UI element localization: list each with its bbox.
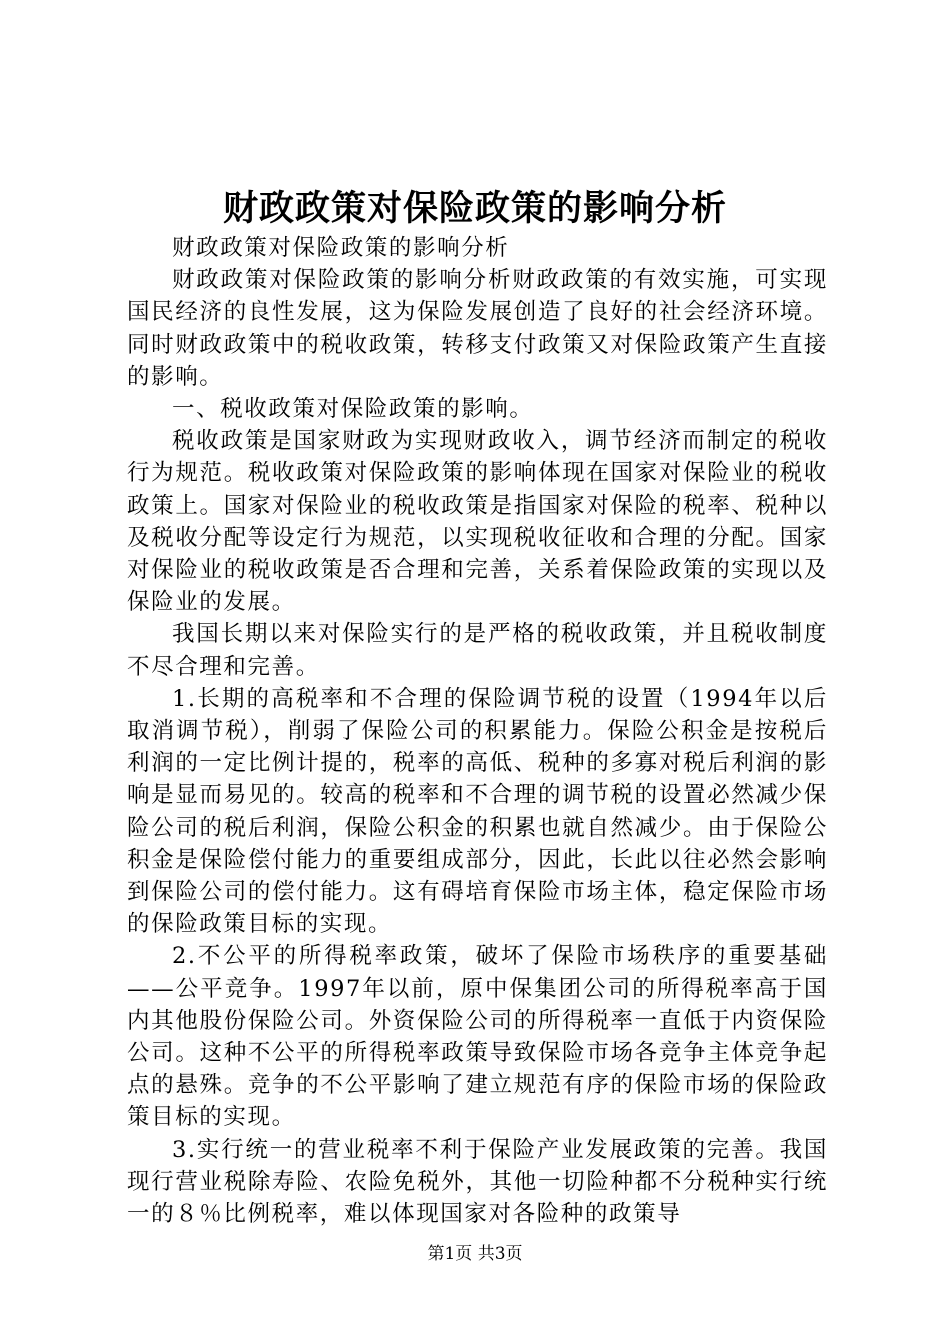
paragraph-point-3: 3.实行统一的营业税率不利于保险产业发展政策的完善。我国现行营业税除寿险、农险免税外，其他一切险种都不分税种实行统一的８％比例税率，难以体现国家对各险种的政策导	[127, 1136, 828, 1228]
paragraph-tax-policy: 税收政策是国家财政为实现财政收入，调节经济而制定的税收行为规范。税收政策对保险政策的影响体现在国家对保险业的税收政策上。国家对保险业的税收政策是指国家对保险的税率、税种以及税收分配等设定行为规范，以实现税收征收和合理的分配。国家对保险业的税收政策是否合理和完善，关系着保险政策的实现以及保险业的发展。	[127, 428, 828, 616]
page-number-footer: 第1页 共3页	[427, 1244, 523, 1264]
paragraph-section-heading: 一、税收政策对保险政策的影响。	[172, 396, 534, 423]
paragraph-point-1: 1.长期的高税率和不合理的保险调节税的设置（1994年以后取消调节税），削弱了保险公司的积累能力。保险公积金是按税后利润的一定比例计提的，税率的高低、税种的多寡对税后利润的影响是显而易见的。较高的税率和不合理的调节税的设置必然减少保险公司的税后利润，保险公积金的积累也就自然减少。由于保险公积金是保险偿付能力的重要组成部分，因此，长此以往必然会影响到保险公司的偿付能力。这有碍培育保险市场主体，稳定保险市场的保险政策目标的实现。	[127, 685, 828, 938]
document-body	[127, 232, 828, 1230]
paragraph-point-2: 2.不公平的所得税率政策，破坏了保险市场秩序的重要基础——公平竞争。1997年以前，原中保集团公司的所得税率高于国内其他股份保险公司。外资保险公司的所得税率一直低于内资保险公司。这种不公平的所得税率政策导致保险市场各竞争主体竞争起点的悬殊。竞争的不公平影响了建立规范有序的保险市场的保险政策目标的实现。	[127, 943, 828, 1131]
document-title: 财政政策对保险政策的影响分析	[222, 188, 727, 229]
paragraph-strict-tax: 我国长期以来对保险实行的是严格的税收政策，并且税收制度不尽合理和完善。	[127, 621, 828, 680]
paragraph-subtitle: 财政政策对保险政策的影响分析	[172, 235, 510, 261]
paragraph-intro: 财政政策对保险政策的影响分析财政政策的有效实施，可实现国民经济的良性发展，这为保险发展创造了良好的社会经济环境。同时财政政策中的税收政策，转移支付政策又对保险政策产生直接的影响。	[127, 267, 828, 390]
